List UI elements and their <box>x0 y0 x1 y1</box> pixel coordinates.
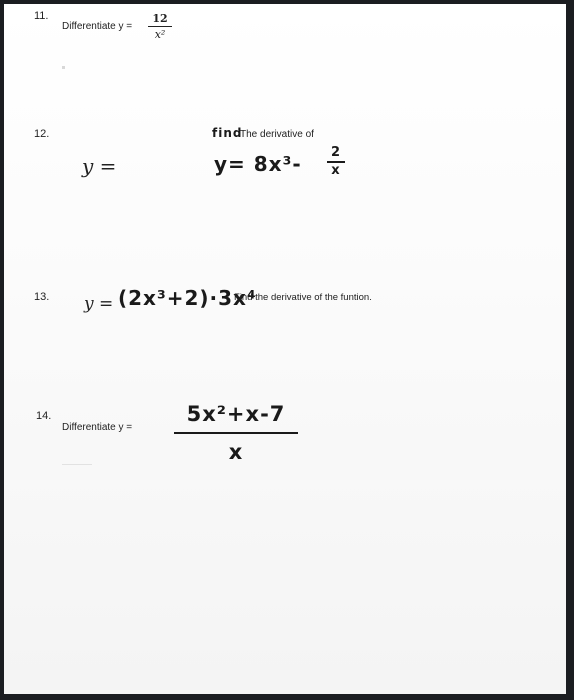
problem-12-expression: y= 8x³- <box>214 152 302 176</box>
problem-13-number: 13. <box>34 291 50 303</box>
problem-12-lhs: y = <box>82 154 117 178</box>
problem-11-numerator: 12 <box>152 12 168 25</box>
paper-line <box>62 464 92 465</box>
fraction-bar <box>174 432 298 434</box>
problem-14-number: 14. <box>36 410 52 422</box>
problem-12-frac-denominator: x <box>331 163 341 178</box>
problem-13-instruction: Find the derivative of the funtion. <box>234 292 372 303</box>
problem-14-denominator: x <box>228 440 244 464</box>
problem-11-instruction: Differentiate y = <box>62 21 133 32</box>
problem-12-handwritten-note: find <box>212 126 243 140</box>
fraction-bar <box>148 26 172 27</box>
problem-11-fraction <box>148 12 172 41</box>
problem-12-fraction <box>327 146 345 178</box>
problem-14-numerator: 5x²+x-7 <box>186 402 286 426</box>
worksheet-page <box>4 4 566 694</box>
problem-12-number: 12. <box>34 128 50 140</box>
problem-14-fraction <box>174 400 298 464</box>
problem-11-denominator: x² <box>154 28 166 41</box>
problem-13-expression: (2x³+2)·3x⁴ <box>118 286 257 310</box>
problem-12-instruction: The derivative of <box>240 129 314 140</box>
problem-11-number: 11. <box>34 10 49 22</box>
paper-speck <box>62 66 65 69</box>
problem-14-instruction: Differentiate y = <box>62 422 133 433</box>
problem-12-frac-numerator: 2 <box>330 145 342 160</box>
problem-13-lhs: y = <box>84 294 114 314</box>
